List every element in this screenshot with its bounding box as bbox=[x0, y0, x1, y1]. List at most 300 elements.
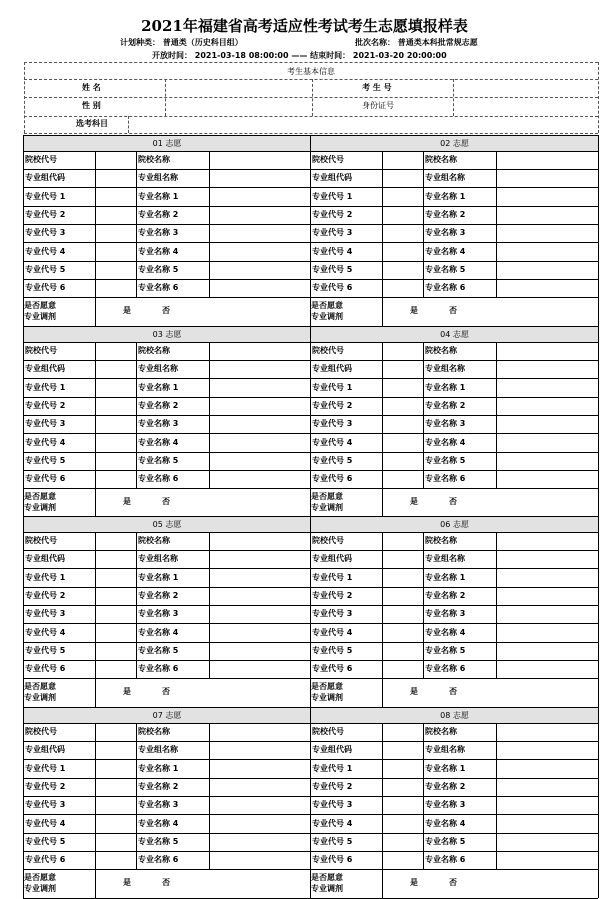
major-code-3-field[interactable] bbox=[383, 416, 423, 433]
name-label: 姓 名 bbox=[82, 83, 101, 92]
major-code-6-label: 专业代号 6 bbox=[25, 855, 66, 864]
major-code-1-field[interactable] bbox=[96, 379, 136, 397]
major-name-3-field[interactable] bbox=[210, 797, 310, 814]
school-code-field[interactable] bbox=[96, 343, 136, 360]
group-code-field[interactable] bbox=[96, 361, 136, 378]
adjust-yes-option[interactable]: 是 bbox=[123, 306, 131, 315]
major-name-5-field[interactable] bbox=[210, 834, 310, 851]
major-name-2-field[interactable] bbox=[210, 398, 310, 415]
school-code-field[interactable] bbox=[383, 343, 423, 360]
adjust-yes-option[interactable]: 是 bbox=[410, 497, 418, 506]
major-name-4-label: 专业名称 4 bbox=[425, 247, 466, 256]
group-name-label: 专业组名称 bbox=[425, 745, 465, 754]
major-name-3-field[interactable] bbox=[497, 797, 598, 814]
major-name-3-field[interactable] bbox=[497, 606, 598, 623]
major-name-1-field[interactable] bbox=[497, 760, 598, 778]
major-code-6-label: 专业代号 6 bbox=[312, 474, 353, 483]
adjust-label-2: 专业调剂 bbox=[311, 503, 343, 512]
major-name-4-label: 专业名称 4 bbox=[138, 819, 179, 828]
major-code-4-label: 专业代号 4 bbox=[312, 247, 353, 256]
school-code-field[interactable] bbox=[383, 724, 423, 741]
table-line bbox=[382, 297, 383, 326]
major-code-5-field[interactable] bbox=[383, 643, 423, 660]
major-name-6-field[interactable] bbox=[210, 852, 310, 869]
major-name-5-label: 专业名称 5 bbox=[138, 646, 179, 655]
major-code-2-field[interactable] bbox=[96, 207, 136, 224]
major-name-4-label: 专业名称 4 bbox=[425, 819, 466, 828]
group-name-label: 专业组名称 bbox=[138, 364, 178, 373]
major-name-3-label: 专业名称 3 bbox=[425, 419, 466, 428]
group-code-field[interactable] bbox=[383, 361, 423, 378]
group-code-label: 专业组代码 bbox=[312, 173, 352, 182]
major-code-3-label: 专业代号 3 bbox=[312, 419, 353, 428]
volunteer-header-1: 01 志愿 bbox=[24, 136, 310, 151]
major-code-5-label: 专业代号 5 bbox=[312, 837, 353, 846]
major-name-5-field[interactable] bbox=[497, 834, 598, 851]
major-name-2-field[interactable] bbox=[210, 779, 310, 796]
major-code-5-label: 专业代号 5 bbox=[25, 456, 66, 465]
major-name-4-label: 专业名称 4 bbox=[425, 628, 466, 637]
major-name-3-field[interactable] bbox=[497, 225, 598, 242]
major-code-3-field[interactable] bbox=[96, 416, 136, 433]
major-code-6-label: 专业代号 6 bbox=[25, 474, 66, 483]
major-code-4-field[interactable] bbox=[96, 624, 136, 642]
major-name-6-field[interactable] bbox=[210, 280, 310, 297]
adjust-no-option[interactable]: 否 bbox=[162, 878, 170, 887]
major-name-6-field[interactable] bbox=[210, 471, 310, 488]
major-name-5-field[interactable] bbox=[497, 453, 598, 470]
school-code-label: 院校代号 bbox=[312, 155, 344, 164]
major-code-1-label: 专业代号 1 bbox=[312, 383, 353, 392]
major-code-5-field[interactable] bbox=[383, 262, 423, 279]
major-code-2-label: 专业代号 2 bbox=[25, 782, 66, 791]
major-name-6-label: 专业名称 6 bbox=[425, 855, 466, 864]
adjust-no-option[interactable]: 否 bbox=[162, 687, 170, 696]
major-name-6-label: 专业名称 6 bbox=[138, 855, 179, 864]
table-line bbox=[95, 297, 96, 326]
major-name-2-field[interactable] bbox=[210, 207, 310, 224]
major-name-6-field[interactable] bbox=[497, 471, 598, 488]
table-line bbox=[23, 707, 310, 708]
group-name-field[interactable] bbox=[497, 170, 598, 187]
major-name-4-field[interactable] bbox=[497, 815, 598, 833]
adjust-yes-option[interactable]: 是 bbox=[410, 878, 418, 887]
school-name-label: 院校名称 bbox=[425, 346, 457, 355]
major-name-6-field[interactable] bbox=[210, 661, 310, 678]
group-name-field[interactable] bbox=[210, 742, 310, 759]
table-line bbox=[95, 678, 96, 707]
major-code-4-field[interactable] bbox=[96, 243, 136, 261]
table-border bbox=[23, 516, 24, 707]
major-code-1-label: 专业代号 1 bbox=[312, 573, 353, 582]
major-code-2-field[interactable] bbox=[96, 398, 136, 415]
major-name-4-label: 专业名称 4 bbox=[138, 247, 179, 256]
school-code-field[interactable] bbox=[383, 533, 423, 550]
table-line bbox=[310, 516, 598, 517]
table-border bbox=[310, 326, 311, 517]
major-code-4-field[interactable] bbox=[383, 243, 423, 261]
adjust-no-option[interactable]: 否 bbox=[449, 497, 457, 506]
volunteer-header-3: 03 志愿 bbox=[24, 327, 310, 342]
group-name-field[interactable] bbox=[210, 361, 310, 378]
volunteer-header-7: 07 志愿 bbox=[24, 708, 310, 723]
school-name-label: 院校名称 bbox=[425, 536, 457, 545]
school-code-field[interactable] bbox=[383, 152, 423, 169]
table-line bbox=[310, 678, 598, 679]
school-name-label: 院校名称 bbox=[138, 727, 170, 736]
major-code-1-field[interactable] bbox=[383, 569, 423, 587]
major-code-1-field[interactable] bbox=[96, 760, 136, 778]
table-line bbox=[136, 532, 137, 678]
group-name-label: 专业组名称 bbox=[138, 173, 178, 182]
adjust-label-1: 是否愿意 bbox=[24, 301, 56, 310]
major-code-2-field[interactable] bbox=[96, 588, 136, 605]
table-line bbox=[310, 135, 598, 136]
major-name-2-label: 专业名称 2 bbox=[138, 210, 179, 219]
major-code-2-label: 专业代号 2 bbox=[25, 210, 66, 219]
major-name-5-label: 专业名称 5 bbox=[425, 265, 466, 274]
group-code-field[interactable] bbox=[383, 551, 423, 568]
major-code-4-field[interactable] bbox=[383, 434, 423, 452]
school-name-field[interactable] bbox=[210, 533, 310, 550]
table-border bbox=[23, 135, 24, 326]
group-name-field[interactable] bbox=[210, 551, 310, 568]
table-border bbox=[598, 707, 599, 898]
group-code-field[interactable] bbox=[383, 170, 423, 187]
major-code-2-field[interactable] bbox=[383, 588, 423, 605]
adjust-label-2: 专业调剂 bbox=[24, 312, 56, 321]
school-name-label: 院校名称 bbox=[138, 155, 170, 164]
adjust-label-2: 专业调剂 bbox=[311, 693, 343, 702]
school-name-label: 院校名称 bbox=[425, 727, 457, 736]
school-name-label: 院校名称 bbox=[138, 346, 170, 355]
group-name-field[interactable] bbox=[497, 551, 598, 568]
major-name-5-label: 专业名称 5 bbox=[425, 456, 466, 465]
major-code-5-field[interactable] bbox=[96, 453, 136, 470]
table-line bbox=[23, 297, 310, 298]
major-name-1-label: 专业名称 1 bbox=[425, 192, 466, 201]
adjust-yes-option[interactable]: 是 bbox=[123, 687, 131, 696]
major-code-6-field[interactable] bbox=[383, 661, 423, 678]
major-name-5-field[interactable] bbox=[210, 453, 310, 470]
major-code-6-field[interactable] bbox=[96, 661, 136, 678]
major-name-1-field[interactable] bbox=[210, 188, 310, 206]
school-name-field[interactable] bbox=[210, 152, 310, 169]
major-name-3-label: 专业名称 3 bbox=[138, 800, 179, 809]
group-name-label: 专业组名称 bbox=[425, 173, 465, 182]
group-code-label: 专业组代码 bbox=[25, 364, 65, 373]
adjust-yes-option[interactable]: 是 bbox=[410, 687, 418, 696]
major-code-2-field[interactable] bbox=[96, 779, 136, 796]
table-border bbox=[310, 135, 311, 326]
major-code-6-label: 专业代号 6 bbox=[312, 664, 353, 673]
major-name-6-label: 专业名称 6 bbox=[425, 664, 466, 673]
major-name-5-label: 专业名称 5 bbox=[138, 265, 179, 274]
major-name-6-field[interactable] bbox=[497, 661, 598, 678]
group-code-field[interactable] bbox=[96, 551, 136, 568]
major-name-1-field[interactable] bbox=[497, 569, 598, 587]
school-code-field[interactable] bbox=[96, 152, 136, 169]
major-name-1-label: 专业名称 1 bbox=[138, 573, 179, 582]
major-code-5-label: 专业代号 5 bbox=[25, 646, 66, 655]
plan-type: 计划种类： 普通类（历史科目组） bbox=[120, 38, 243, 47]
group-name-field[interactable] bbox=[497, 361, 598, 378]
major-name-4-field[interactable] bbox=[210, 815, 310, 833]
major-name-5-field[interactable] bbox=[497, 262, 598, 279]
major-name-5-label: 专业名称 5 bbox=[138, 837, 179, 846]
table-line bbox=[310, 707, 598, 708]
major-name-4-field[interactable] bbox=[210, 243, 310, 261]
major-name-1-field[interactable] bbox=[497, 379, 598, 397]
major-code-6-field[interactable] bbox=[96, 471, 136, 488]
major-name-4-field[interactable] bbox=[210, 624, 310, 642]
major-code-3-field[interactable] bbox=[96, 606, 136, 623]
adjust-no-option[interactable]: 否 bbox=[162, 306, 170, 315]
table-border bbox=[310, 707, 311, 898]
major-name-2-label: 专业名称 2 bbox=[425, 782, 466, 791]
major-code-1-field[interactable] bbox=[383, 379, 423, 397]
major-name-1-field[interactable] bbox=[210, 569, 310, 587]
school-name-field[interactable] bbox=[497, 533, 598, 550]
major-code-3-field[interactable] bbox=[383, 797, 423, 814]
table-border bbox=[23, 707, 24, 898]
major-code-4-label: 专业代号 4 bbox=[312, 438, 353, 447]
adjust-no-option[interactable]: 否 bbox=[449, 306, 457, 315]
adjust-label-1: 是否愿意 bbox=[311, 873, 343, 882]
major-name-3-field[interactable] bbox=[497, 416, 598, 433]
batch-name: 批次名称： 普通类本科批常规志愿 bbox=[355, 38, 478, 47]
school-code-label: 院校代号 bbox=[312, 536, 344, 545]
volunteer-header-5: 05 志愿 bbox=[24, 517, 310, 532]
major-name-5-label: 专业名称 5 bbox=[425, 837, 466, 846]
major-code-5-field[interactable] bbox=[383, 453, 423, 470]
table-border bbox=[23, 326, 24, 517]
major-code-6-field[interactable] bbox=[383, 852, 423, 869]
major-name-3-label: 专业名称 3 bbox=[425, 609, 466, 618]
major-name-2-field[interactable] bbox=[497, 779, 598, 796]
group-code-field[interactable] bbox=[383, 742, 423, 759]
major-code-2-field[interactable] bbox=[383, 207, 423, 224]
page-title: 2021年福建省高考适应性考试考生志愿填报样表 bbox=[141, 17, 468, 35]
major-name-2-field[interactable] bbox=[210, 588, 310, 605]
major-name-4-label: 专业名称 4 bbox=[138, 628, 179, 637]
school-code-label: 院校代号 bbox=[25, 536, 57, 545]
major-name-5-field[interactable] bbox=[497, 643, 598, 660]
table-line bbox=[136, 151, 137, 297]
adjust-no-option[interactable]: 否 bbox=[162, 497, 170, 506]
school-name-field[interactable] bbox=[210, 343, 310, 360]
major-name-3-label: 专业名称 3 bbox=[138, 419, 179, 428]
group-name-label: 专业组名称 bbox=[138, 745, 178, 754]
group-name-label: 专业组名称 bbox=[425, 364, 465, 373]
major-code-4-field[interactable] bbox=[96, 815, 136, 833]
major-code-3-label: 专业代号 3 bbox=[25, 419, 66, 428]
school-name-field[interactable] bbox=[497, 152, 598, 169]
group-code-label: 专业组代码 bbox=[312, 554, 352, 563]
major-name-1-field[interactable] bbox=[210, 379, 310, 397]
group-code-field[interactable] bbox=[96, 742, 136, 759]
exam-no-label: 考 生 号 bbox=[362, 83, 392, 92]
major-code-1-label: 专业代号 1 bbox=[25, 383, 66, 392]
major-name-1-label: 专业名称 1 bbox=[138, 383, 179, 392]
time-range: 开放时间： 2021-03-18 08:00:00 —— 结束时间： 2021-03-20 20:00:00 bbox=[152, 51, 447, 60]
adjust-label-2: 专业调剂 bbox=[24, 503, 56, 512]
major-code-3-field[interactable] bbox=[96, 797, 136, 814]
major-code-6-label: 专业代号 6 bbox=[312, 283, 353, 292]
table-line bbox=[23, 869, 310, 870]
major-code-1-field[interactable] bbox=[96, 569, 136, 587]
adjust-yes-option[interactable]: 是 bbox=[123, 878, 131, 887]
adjust-no-option[interactable]: 否 bbox=[449, 687, 457, 696]
school-name-field[interactable] bbox=[210, 724, 310, 741]
table-border bbox=[598, 135, 599, 326]
school-code-field[interactable] bbox=[96, 533, 136, 550]
table-line bbox=[95, 869, 96, 898]
major-name-3-field[interactable] bbox=[210, 606, 310, 623]
major-code-3-field[interactable] bbox=[383, 225, 423, 242]
adjust-label-1: 是否愿意 bbox=[24, 873, 56, 882]
school-code-field[interactable] bbox=[96, 724, 136, 741]
group-code-label: 专业组代码 bbox=[25, 173, 65, 182]
major-name-3-label: 专业名称 3 bbox=[138, 609, 179, 618]
major-code-4-field[interactable] bbox=[96, 434, 136, 452]
school-code-label: 院校代号 bbox=[25, 346, 57, 355]
major-name-4-label: 专业名称 4 bbox=[138, 438, 179, 447]
table-line bbox=[423, 532, 424, 678]
major-code-4-label: 专业代号 4 bbox=[25, 247, 66, 256]
major-name-2-label: 专业名称 2 bbox=[425, 210, 466, 219]
adjust-label-2: 专业调剂 bbox=[24, 693, 56, 702]
major-code-6-field[interactable] bbox=[96, 852, 136, 869]
major-code-4-field[interactable] bbox=[383, 624, 423, 642]
adjust-label-1: 是否愿意 bbox=[24, 682, 56, 691]
volunteer-header-6: 06 志愿 bbox=[311, 517, 598, 532]
school-name-field[interactable] bbox=[497, 724, 598, 741]
major-code-2-field[interactable] bbox=[383, 779, 423, 796]
table-line bbox=[310, 869, 598, 870]
major-code-5-field[interactable] bbox=[96, 834, 136, 851]
volunteer-header-4: 04 志愿 bbox=[311, 327, 598, 342]
major-code-5-field[interactable] bbox=[96, 643, 136, 660]
school-code-label: 院校代号 bbox=[312, 727, 344, 736]
table-line bbox=[23, 678, 310, 679]
major-name-4-field[interactable] bbox=[497, 624, 598, 642]
major-code-3-label: 专业代号 3 bbox=[25, 800, 66, 809]
major-name-5-field[interactable] bbox=[210, 643, 310, 660]
adjust-label-1: 是否愿意 bbox=[311, 492, 343, 501]
adjust-label-2: 专业调剂 bbox=[311, 884, 343, 893]
major-name-5-label: 专业名称 5 bbox=[138, 456, 179, 465]
major-code-6-label: 专业代号 6 bbox=[25, 664, 66, 673]
major-name-6-field[interactable] bbox=[497, 280, 598, 297]
major-name-2-label: 专业名称 2 bbox=[138, 591, 179, 600]
major-code-1-label: 专业代号 1 bbox=[25, 192, 66, 201]
major-name-3-field[interactable] bbox=[210, 416, 310, 433]
school-name-label: 院校名称 bbox=[138, 536, 170, 545]
major-code-3-field[interactable] bbox=[96, 225, 136, 242]
major-code-3-label: 专业代号 3 bbox=[312, 800, 353, 809]
group-code-label: 专业组代码 bbox=[25, 745, 65, 754]
major-code-5-field[interactable] bbox=[383, 834, 423, 851]
major-code-2-field[interactable] bbox=[383, 398, 423, 415]
major-name-5-label: 专业名称 5 bbox=[425, 646, 466, 655]
major-name-1-label: 专业名称 1 bbox=[138, 764, 179, 773]
major-name-5-field[interactable] bbox=[210, 262, 310, 279]
major-code-5-field[interactable] bbox=[96, 262, 136, 279]
major-name-2-field[interactable] bbox=[497, 207, 598, 224]
major-code-4-label: 专业代号 4 bbox=[25, 438, 66, 447]
table-line bbox=[423, 151, 424, 297]
major-code-4-field[interactable] bbox=[383, 815, 423, 833]
group-name-field[interactable] bbox=[497, 742, 598, 759]
group-name-field[interactable] bbox=[210, 170, 310, 187]
major-code-4-label: 专业代号 4 bbox=[25, 819, 66, 828]
major-code-6-field[interactable] bbox=[96, 280, 136, 297]
adjust-yes-option[interactable]: 是 bbox=[410, 306, 418, 315]
table-border bbox=[310, 516, 311, 707]
major-code-1-field[interactable] bbox=[383, 760, 423, 778]
major-code-6-field[interactable] bbox=[383, 471, 423, 488]
table-line bbox=[310, 488, 598, 489]
adjust-label-1: 是否愿意 bbox=[311, 301, 343, 310]
major-name-2-field[interactable] bbox=[497, 398, 598, 415]
major-name-1-field[interactable] bbox=[497, 188, 598, 206]
table-line bbox=[23, 135, 310, 136]
major-code-6-field[interactable] bbox=[383, 280, 423, 297]
major-code-4-label: 专业代号 4 bbox=[312, 628, 353, 637]
major-code-1-label: 专业代号 1 bbox=[312, 764, 353, 773]
id-no-label: 身份证号 bbox=[362, 101, 394, 110]
major-code-3-field[interactable] bbox=[383, 606, 423, 623]
group-code-field[interactable] bbox=[96, 170, 136, 187]
major-name-4-field[interactable] bbox=[497, 243, 598, 261]
major-name-1-label: 专业名称 1 bbox=[138, 192, 179, 201]
table-line bbox=[23, 516, 310, 517]
school-code-label: 院校代号 bbox=[25, 155, 57, 164]
major-name-6-field[interactable] bbox=[497, 852, 598, 869]
major-code-1-label: 专业代号 1 bbox=[25, 573, 66, 582]
major-name-6-label: 专业名称 6 bbox=[138, 474, 179, 483]
major-code-2-label: 专业代号 2 bbox=[312, 210, 353, 219]
major-name-4-field[interactable] bbox=[210, 434, 310, 452]
major-code-5-label: 专业代号 5 bbox=[312, 265, 353, 274]
gender-label: 性 别 bbox=[82, 101, 101, 110]
table-line bbox=[382, 869, 383, 898]
major-name-4-field[interactable] bbox=[497, 434, 598, 452]
school-name-field[interactable] bbox=[497, 343, 598, 360]
major-name-2-field[interactable] bbox=[497, 588, 598, 605]
major-name-1-field[interactable] bbox=[210, 760, 310, 778]
table-border bbox=[598, 326, 599, 517]
adjust-no-option[interactable]: 否 bbox=[449, 878, 457, 887]
volunteer-header-8: 08 志愿 bbox=[311, 708, 598, 723]
table-line bbox=[423, 723, 424, 869]
major-code-3-label: 专业代号 3 bbox=[25, 228, 66, 237]
major-name-1-label: 专业名称 1 bbox=[425, 573, 466, 582]
major-name-3-field[interactable] bbox=[210, 225, 310, 242]
adjust-yes-option[interactable]: 是 bbox=[123, 497, 131, 506]
group-name-label: 专业组名称 bbox=[138, 554, 178, 563]
major-code-1-label: 专业代号 1 bbox=[312, 192, 353, 201]
adjust-label-1: 是否愿意 bbox=[311, 682, 343, 691]
major-code-1-field[interactable] bbox=[96, 188, 136, 206]
basic-info-header: 考生基本信息 bbox=[287, 67, 335, 76]
major-code-1-field[interactable] bbox=[383, 188, 423, 206]
major-name-2-label: 专业名称 2 bbox=[138, 782, 179, 791]
major-code-5-label: 专业代号 5 bbox=[25, 837, 66, 846]
major-code-2-label: 专业代号 2 bbox=[25, 401, 66, 410]
major-code-2-label: 专业代号 2 bbox=[312, 591, 353, 600]
